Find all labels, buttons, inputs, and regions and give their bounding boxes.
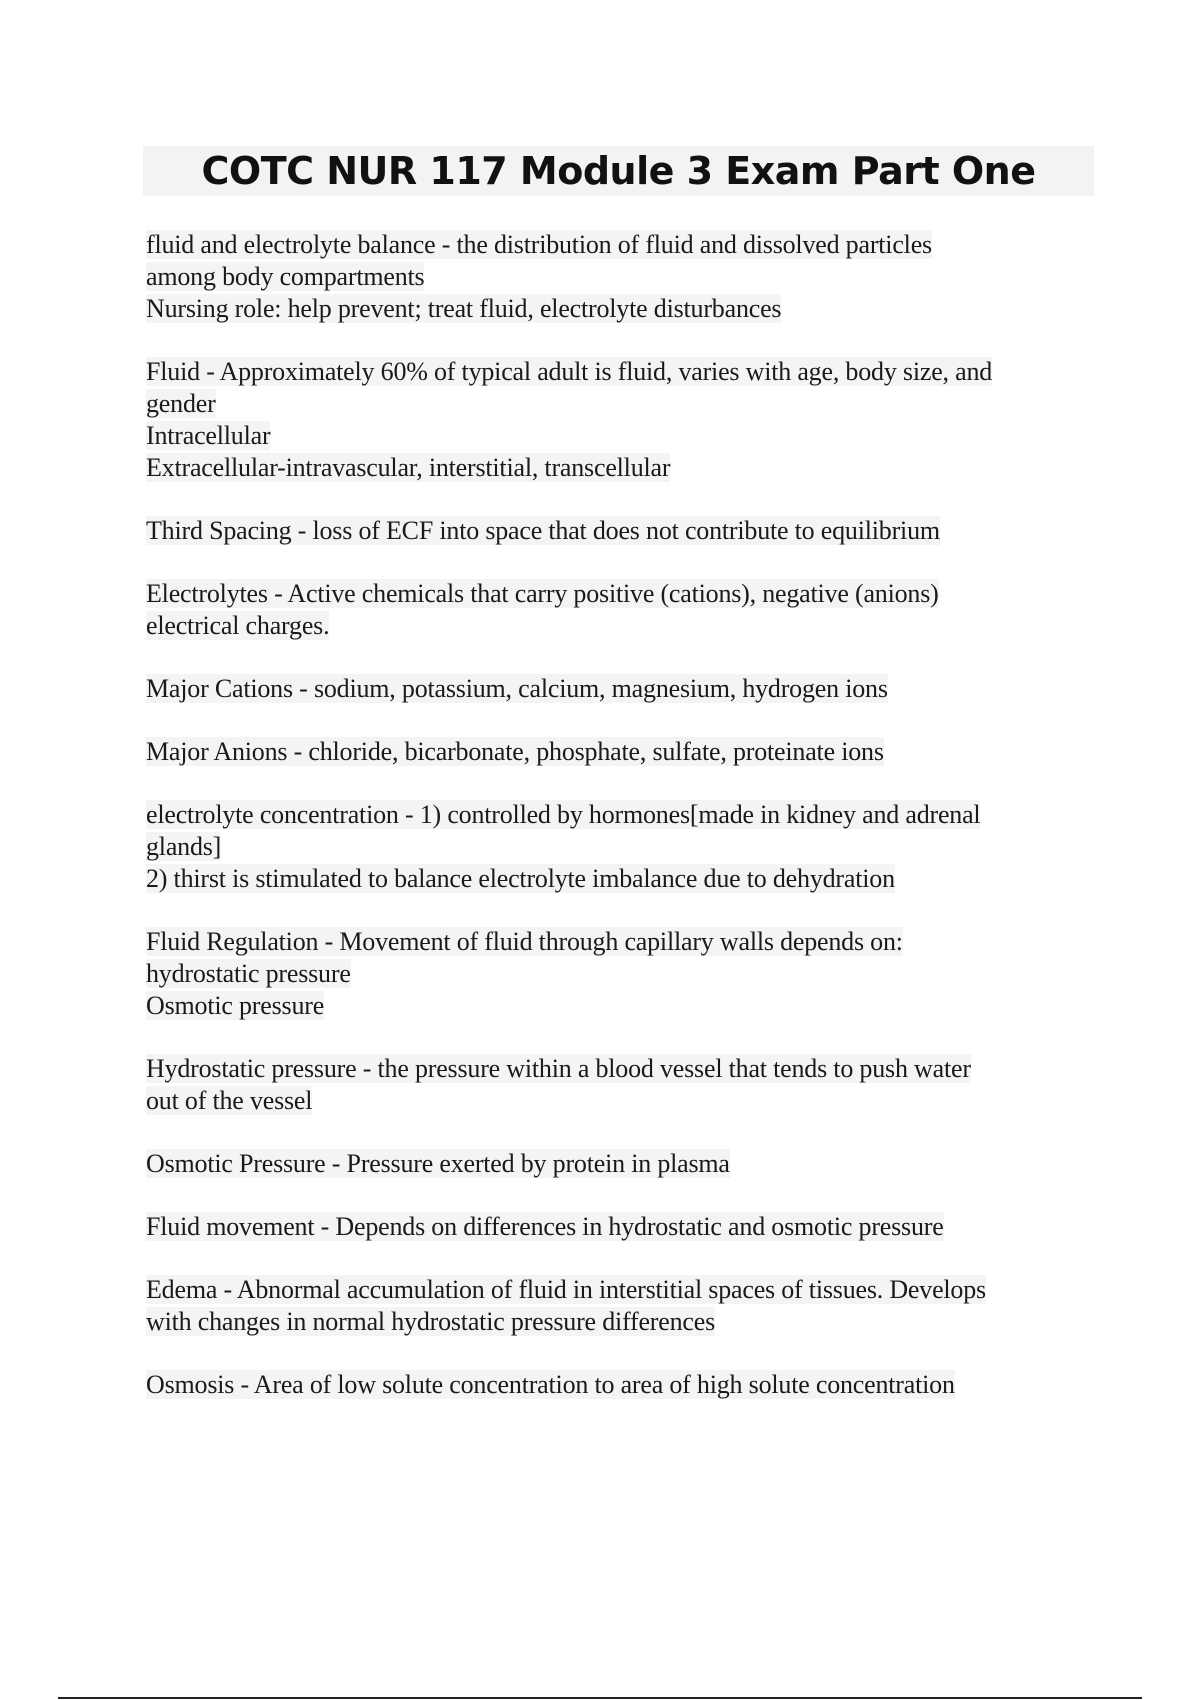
entry-line: Nursing role: help prevent; treat fluid, electrolyte disturbances bbox=[146, 294, 782, 323]
entry-major-anions bbox=[146, 736, 1101, 768]
entry-line: fluid and electrolyte balance - the distribution of fluid and dissolved particles bbox=[146, 230, 932, 259]
entry-line: Osmotic pressure bbox=[146, 991, 325, 1020]
entry-line: Third Spacing - loss of ECF into space that does not contribute to equilibrium bbox=[146, 516, 940, 545]
entry-line: electrical charges. bbox=[146, 611, 330, 640]
entry-line: gender bbox=[146, 389, 216, 418]
entry-line: Intracellular bbox=[146, 421, 271, 450]
entry-line: Osmotic Pressure - Pressure exerted by protein in plasma bbox=[146, 1149, 730, 1178]
entry-osmotic-pressure bbox=[146, 1148, 1101, 1180]
entry-line: hydrostatic pressure bbox=[146, 959, 351, 988]
entry-line: Fluid movement - Depends on differences in hydrostatic and osmotic pressure bbox=[146, 1212, 944, 1241]
entry-line: Extracellular-intravascular, interstitial, transcellular bbox=[146, 453, 671, 482]
entry-major-cations bbox=[146, 673, 1101, 705]
entry-line: with changes in normal hydrostatic pressure differences bbox=[146, 1307, 715, 1336]
entry-fluid bbox=[146, 356, 1101, 484]
title-bar bbox=[143, 146, 1094, 196]
entry-line: Major Cations - sodium, potassium, calcium, magnesium, hydrogen ions bbox=[146, 674, 888, 703]
entry-fluid-regulation bbox=[146, 926, 1101, 1022]
entry-line: 2) thirst is stimulated to balance electrolyte imbalance due to dehydration bbox=[146, 864, 895, 893]
entry-electrolyte-concentration bbox=[146, 799, 1101, 895]
document-body bbox=[146, 229, 1101, 1432]
entry-hydrostatic-pressure bbox=[146, 1053, 1101, 1117]
entry-line: Electrolytes - Active chemicals that carry positive (cations), negative (anions) bbox=[146, 579, 939, 608]
entry-line: Osmosis - Area of low solute concentration to area of high solute concentration bbox=[146, 1370, 955, 1399]
entry-osmosis bbox=[146, 1369, 1101, 1401]
entry-line: electrolyte concentration - 1) controlled by hormones[made in kidney and adrenal bbox=[146, 800, 981, 829]
entry-fluid-electrolyte-balance bbox=[146, 229, 1101, 325]
entry-line: Fluid - Approximately 60% of typical adult is fluid, varies with age, body size, and bbox=[146, 357, 993, 386]
entry-electrolytes bbox=[146, 578, 1101, 642]
entry-line: Fluid Regulation - Movement of fluid through capillary walls depends on: bbox=[146, 927, 903, 956]
entry-line: Major Anions - chloride, bicarbonate, phosphate, sulfate, proteinate ions bbox=[146, 737, 884, 766]
entry-edema bbox=[146, 1274, 1101, 1338]
entry-line: Hydrostatic pressure - the pressure within a blood vessel that tends to push water bbox=[146, 1054, 971, 1083]
entry-fluid-movement bbox=[146, 1211, 1101, 1243]
entry-line: glands] bbox=[146, 832, 222, 861]
entry-line: among body compartments bbox=[146, 262, 425, 291]
footer-divider bbox=[58, 1697, 1142, 1699]
entry-third-spacing bbox=[146, 515, 1101, 547]
document-title: COTC NUR 117 Module 3 Exam Part One bbox=[201, 149, 1036, 193]
entry-line: out of the vessel bbox=[146, 1086, 313, 1115]
entry-line: Edema - Abnormal accumulation of fluid in interstitial spaces of tissues. Develops bbox=[146, 1275, 986, 1304]
